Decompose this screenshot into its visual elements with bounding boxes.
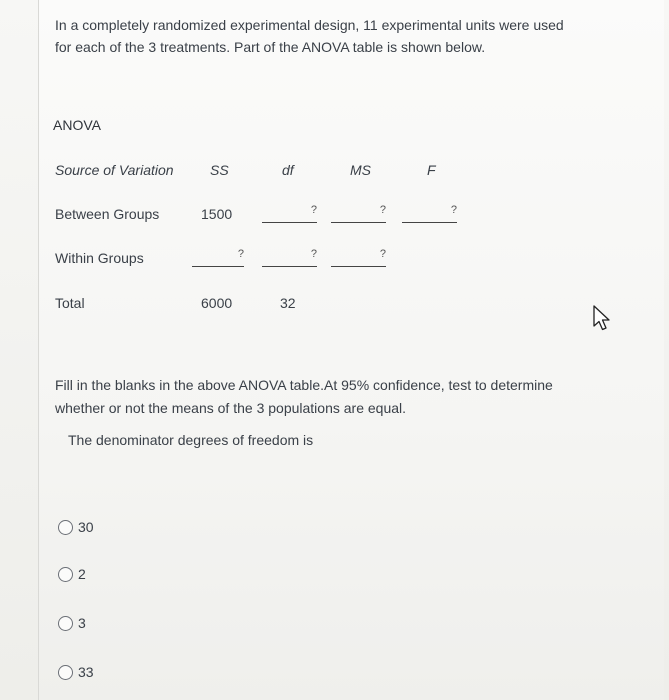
between-df-blank[interactable]: ? (262, 206, 317, 223)
table-row-within (0, 250, 669, 272)
radio-button-icon[interactable] (58, 665, 73, 680)
header-ss: SS (210, 162, 229, 178)
header-source: Source of Variation (55, 162, 174, 178)
intro-line-2: for each of the 3 treatments. Part of the ANOVA table is shown below. (55, 39, 486, 55)
header-f: F (427, 162, 436, 178)
table-row-between (0, 206, 669, 228)
option-label: 2 (78, 566, 86, 582)
row-label-within: Within Groups (55, 250, 144, 266)
between-ms-blank[interactable]: ? (331, 206, 386, 223)
radio-button-icon[interactable] (58, 616, 73, 631)
option-3[interactable] (58, 612, 86, 634)
row-label-total: Total (55, 295, 85, 311)
intro-text (55, 14, 625, 58)
total-df: 32 (280, 295, 296, 311)
total-ss: 6000 (201, 295, 233, 311)
anova-title: ANOVA (53, 117, 101, 133)
within-ss-blank[interactable]: ? (192, 250, 244, 267)
option-33[interactable] (58, 661, 94, 683)
question-line-2: whether or not the means of the 3 populations are equal. (55, 400, 407, 416)
between-ss: 1500 (201, 206, 233, 222)
row-label-between: Between Groups (55, 206, 160, 222)
anova-header-row (0, 162, 669, 184)
option-label: 33 (78, 664, 94, 680)
option-2[interactable] (58, 563, 86, 585)
option-30[interactable] (58, 516, 94, 538)
question-prompt: The denominator degrees of freedom is (68, 432, 314, 448)
radio-button-icon[interactable] (58, 520, 73, 535)
question-card (38, 0, 664, 700)
intro-line-1: In a completely randomized experimental design, 11 experimental units were used (55, 17, 564, 33)
within-ms-blank[interactable]: ? (331, 250, 386, 267)
option-label: 3 (78, 615, 86, 631)
between-f-blank[interactable]: ? (402, 206, 457, 223)
header-ms: MS (350, 162, 371, 178)
radio-button-icon[interactable] (58, 567, 73, 582)
question-text (55, 374, 635, 420)
header-df: df (282, 162, 294, 178)
mouse-pointer-icon (591, 304, 615, 337)
table-row-total (0, 295, 669, 317)
question-line-1: Fill in the blanks in the above ANOVA table.At 95% confidence, test to determine (55, 377, 553, 393)
option-label: 30 (78, 519, 94, 535)
within-df-blank[interactable]: ? (262, 250, 317, 267)
